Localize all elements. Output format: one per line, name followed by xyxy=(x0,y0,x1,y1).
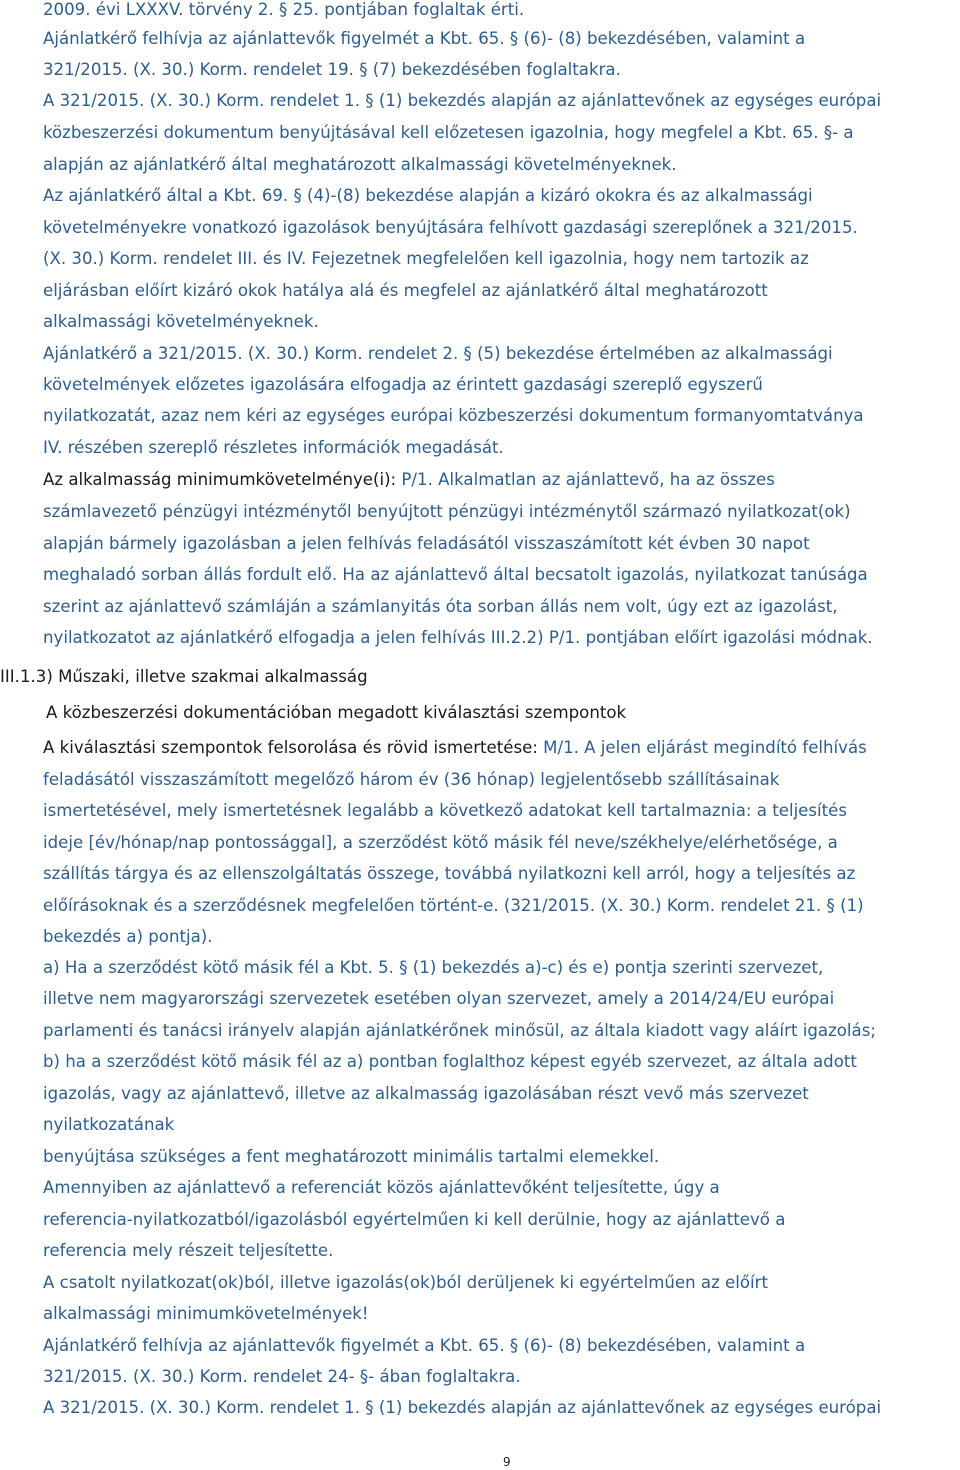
heading-text: III.1.3) Műszaki, illetve szakmai alkalmasság xyxy=(0,667,368,686)
body-text-span: alkalmassági követelményeknek. xyxy=(43,312,319,331)
body-text-span: referencia-nyilatkozatból/igazolásból egyértelműen ki kell derülnie, hogy az ajánlattevő a xyxy=(43,1210,786,1229)
body-text-span: ideje [év/hónap/nap pontossággal], a szerződést kötő másik fél neve/székhelye/elérhetősége, a xyxy=(43,833,838,852)
text-line xyxy=(43,218,858,238)
body-text-span: szerint az ajánlattevő számláján a számlanyitás óta sorban állás nem volt, úgy ezt az igazolást, xyxy=(43,597,838,616)
body-text-span: közbeszerzési dokumentum benyújtásával kell előzetesen igazolnia, hogy megfelel a Kbt. 65. §- a xyxy=(43,123,854,142)
body-text-span: alapján bármely igazolásban a jelen felhívás feladásától visszaszámított két évben 30 napot xyxy=(43,534,810,553)
text-line xyxy=(43,29,805,49)
body-text-span: a) Ha a szerződést kötő másik fél a Kbt. 5. § (1) bekezdés a)-c) és e) pontja szerinti szervezet, xyxy=(43,958,824,977)
text-line xyxy=(43,864,855,884)
body-text-span: (X. 30.) Korm. rendelet III. és IV. Fejezetnek megfelelően kell igazolnia, hogy nem tartozik az xyxy=(43,249,809,268)
heading-text: A kiválasztási szempontok felsorolása és rövid ismertetése: xyxy=(43,738,538,757)
text-line xyxy=(43,1336,805,1356)
body-text-span: követelményekre vonatkozó igazolások benyújtására felhívott gazdasági szereplőnek a 321/2015. xyxy=(43,218,858,237)
text-line xyxy=(43,1115,174,1135)
body-text-span: illetve nem magyarországi szervezetek esetében olyan szervezet, amely a 2014/24/EU európai xyxy=(43,989,835,1008)
heading-text: A közbeszerzési dokumentációban megadott kiválasztási szempontok xyxy=(46,703,627,722)
text-line xyxy=(43,91,881,111)
body-text-span: előírásoknak és a szerződésnek megfelelően történt-e. (321/2015. (X. 30.) Korm. rendelet 21. § (1) xyxy=(43,896,864,915)
text-line xyxy=(43,155,677,175)
body-text-span: parlamenti és tanácsi irányelv alapján ajánlatkérőnek minősül, az általa kiadott vagy aláírt igazolás; xyxy=(43,1021,876,1040)
text-line xyxy=(43,565,868,585)
body-text-span: referencia mely részeit teljesítette. xyxy=(43,1241,334,1260)
text-line xyxy=(43,1210,785,1230)
text-line xyxy=(43,958,823,978)
body-text-span: bekezdés a) pontja). xyxy=(43,927,213,946)
body-text-span: IV. részében szereplő részletes információk megadását. xyxy=(43,438,504,457)
body-text-span: alapján az ajánlatkérő által meghatározott alkalmassági követelményeknek. xyxy=(43,155,677,174)
text-line xyxy=(43,597,838,617)
text-line xyxy=(43,1084,809,1104)
text-line xyxy=(43,738,867,758)
body-text-span: meghaladó sorban állás fordult elő. Ha az ajánlattevő által becsatolt igazolás, nyilatkozat tanúsága xyxy=(43,565,868,584)
text-line xyxy=(43,927,213,947)
text-line xyxy=(43,344,833,364)
text-line xyxy=(43,1241,333,1261)
body-text-span: A 321/2015. (X. 30.) Korm. rendelet 1. § (1) bekezdés alapján az ajánlattevőnek az egységes európai xyxy=(43,1398,882,1417)
body-text-span: benyújtása szükséges a fent meghatározott minimális tartalmi elemekkel. xyxy=(43,1147,660,1166)
text-line xyxy=(43,249,809,269)
text-line xyxy=(43,1178,720,1198)
text-line xyxy=(43,1021,876,1041)
text-line xyxy=(46,703,626,723)
text-line xyxy=(43,628,873,648)
text-line xyxy=(43,470,775,490)
body-text-span: ismertetésével, mely ismertetésnek legalább a következő adatokat kell tartalmaznia: a teljesítés xyxy=(43,801,848,820)
text-line xyxy=(43,0,524,20)
body-text-span: alkalmassági minimumkövetelmények! xyxy=(43,1304,369,1323)
body-text-span: A 321/2015. (X. 30.) Korm. rendelet 1. § (1) bekezdés alapján az ajánlattevőnek az egységes európai xyxy=(43,91,882,110)
text-line xyxy=(43,896,864,916)
heading-text: Az alkalmasság minimumkövetelménye(i): xyxy=(43,470,397,489)
body-text-span: nyilatkozatát, azaz nem kéri az egységes európai közbeszerzési dokumentum formanyomtatványa xyxy=(43,406,864,425)
body-text-span: Ajánlatkérő a 321/2015. (X. 30.) Korm. rendelet 2. § (5) bekezdése értelmében az alkalmassági xyxy=(43,344,833,363)
body-text-span: 321/2015. (X. 30.) Korm. rendelet 19. § (7) bekezdésében foglaltakra. xyxy=(43,60,621,79)
body-text-span: Ajánlatkérő felhívja az ajánlattevők figyelmét a Kbt. 65. § (6)- (8) bekezdésében, valamint a xyxy=(43,29,806,48)
text-line xyxy=(43,60,621,80)
body-text-span: b) ha a szerződést kötő másik fél az a) pontban foglalthoz képest egyéb szervezet, az általa adott xyxy=(43,1052,857,1071)
text-line xyxy=(43,186,813,206)
body-text-span: eljárásban előírt kizáró okok hatálya alá és megfelel az ajánlatkérő által meghatározott xyxy=(43,281,768,300)
text-line xyxy=(43,801,847,821)
text-line xyxy=(43,770,779,790)
text-line xyxy=(43,1147,659,1167)
body-text-span: Amennyiben az ajánlattevő a referenciát közös ajánlattevőként teljesítette, úgy a xyxy=(43,1178,720,1197)
body-text-span: Az ajánlatkérő által a Kbt. 69. § (4)-(8) bekezdése alapján a kizáró okokra és az alkalmassági xyxy=(43,186,813,205)
body-text-span: nyilatkozatot az ajánlatkérő elfogadja a jelen felhívás III.2.2) P/1. pontjában előírt igazolási módnak. xyxy=(43,628,873,647)
text-line xyxy=(43,1273,768,1293)
body-text-span: szállítás tárgya és az ellenszolgáltatás összege, továbbá nyilatkozni kell arról, hogy a teljesítés az xyxy=(43,864,856,883)
text-line xyxy=(43,281,768,301)
text-line xyxy=(43,1304,369,1324)
text-line xyxy=(43,406,864,426)
body-text-span: 321/2015. (X. 30.) Korm. rendelet 24- §- ában foglaltakra. xyxy=(43,1367,521,1386)
body-text-span: követelmények előzetes igazolására elfogadja az érintett gazdasági szereplő egyszerű xyxy=(43,375,763,394)
text-line xyxy=(43,534,810,554)
text-line xyxy=(43,438,504,458)
body-text-span: P/1. Alkalmatlan az ajánlattevő, ha az összes xyxy=(396,470,775,489)
body-text-span: M/1. A jelen eljárást megindító felhívás xyxy=(537,738,867,757)
body-text-span: feladásától visszaszámított megelőző három év (36 hónap) legjelentősebb szállításainak xyxy=(43,770,780,789)
body-text-span: A csatolt nyilatkozat(ok)ból, illetve igazolás(ok)ból derüljenek ki egyértelműen az előírt xyxy=(43,1273,768,1292)
body-text-span: számlavezető pénzügyi intézménytől benyújtott pénzügyi intézménytől származó nyilatkozat(ok) xyxy=(43,502,851,521)
text-line xyxy=(43,1052,857,1072)
text-line xyxy=(43,989,834,1009)
text-line xyxy=(43,1367,521,1387)
text-line xyxy=(43,375,763,395)
text-line xyxy=(0,667,368,687)
page-number: 9 xyxy=(503,1455,511,1469)
body-text-span: 2009. évi LXXXV. törvény 2. § 25. pontjában foglaltak érti. xyxy=(43,0,525,19)
text-line xyxy=(43,833,838,853)
body-text-span: nyilatkozatának xyxy=(43,1115,175,1134)
text-line xyxy=(43,312,319,332)
text-line xyxy=(43,1398,881,1418)
text-line xyxy=(43,123,854,143)
text-line xyxy=(43,502,851,522)
body-text-span: igazolás, vagy az ajánlattevő, illetve az alkalmasság igazolásában részt vevő más szervezet xyxy=(43,1084,809,1103)
body-text-span: Ajánlatkérő felhívja az ajánlattevők figyelmét a Kbt. 65. § (6)- (8) bekezdésében, valamint a xyxy=(43,1336,806,1355)
